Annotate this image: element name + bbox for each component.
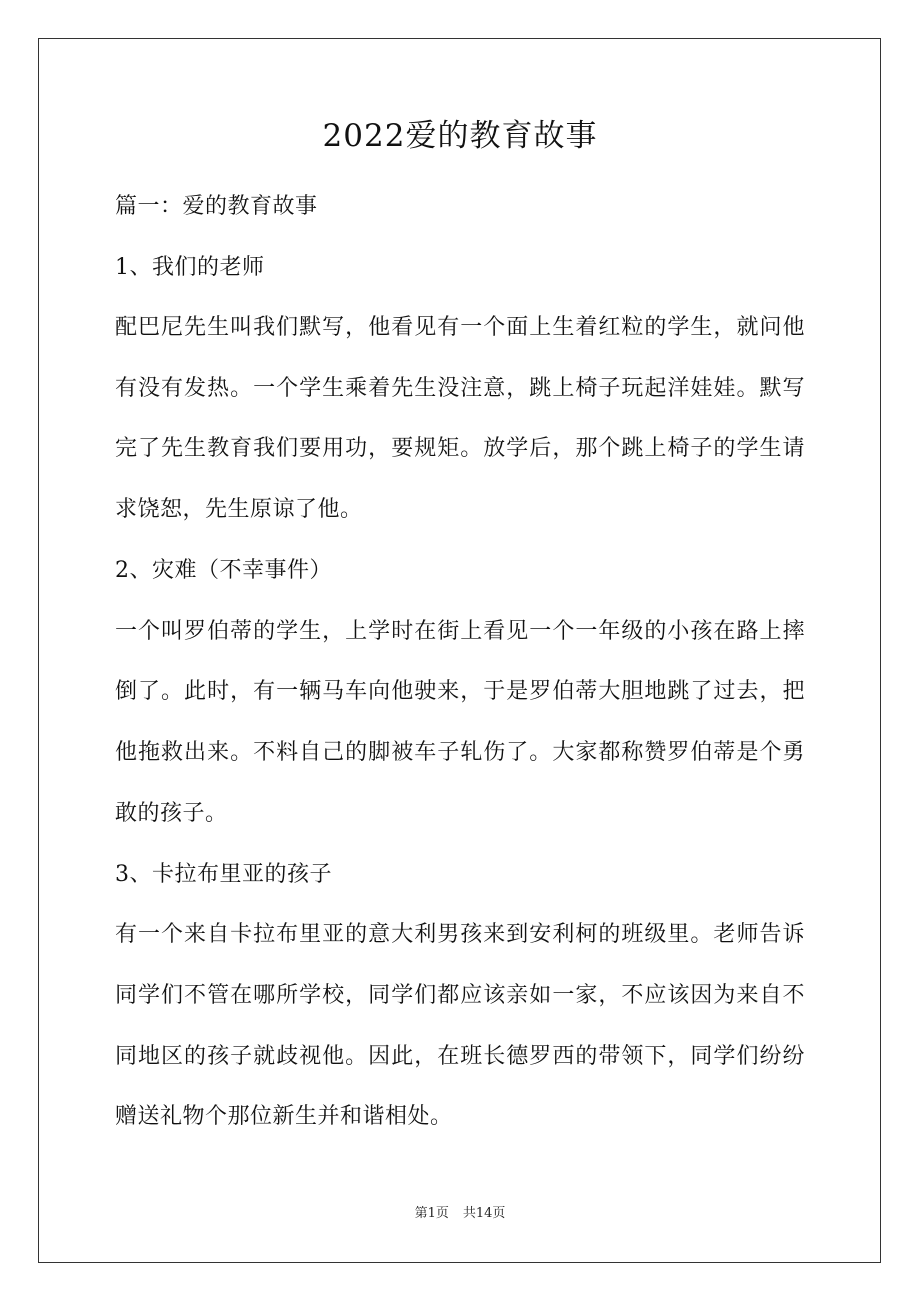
total-pages: 共14页 xyxy=(462,1206,506,1221)
document-body xyxy=(115,192,805,1163)
section-heading: 篇一：爱的教育故事 xyxy=(115,194,318,219)
story-heading-2: 2、灾难（不幸事件） xyxy=(115,558,332,584)
story-body-3: 有一个来自卡拉布里亚的意大利男孩来到安利柯的班级里。老师告诉同学们不管在哪所学校，同学们都应该亲如一家，不应该因为来自不同地区的孩子就歧视他。因此，在班长德罗西的带领下，同学们纷纷赠送礼物个那位新生并和谐相处。 xyxy=(115,922,805,1130)
story-body-1: 配巴尼先生叫我们默写，他看见有一个面上生着红粒的学生，就问他有没有发热。一个学生乘着先生没注意，跳上椅子玩起洋娃娃。默写完了先生教育我们要用功，要规矩。放学后，那个跳上椅子的学生请求饶恕，先生原谅了他。 xyxy=(115,315,805,522)
page-footer xyxy=(0,1204,920,1224)
story-heading-3: 3、卡拉布里亚的孩子 xyxy=(115,861,332,887)
document-title: 2022爱的教育故事 xyxy=(322,118,598,154)
story-heading-1: 1、我们的老师 xyxy=(115,254,265,280)
page-number: 第1页 xyxy=(414,1206,449,1221)
story-body-2: 一个叫罗伯蒂的学生，上学时在街上看见一个一年级的小孩在路上摔倒了。此时，有一辆马车向他驶来，于是罗伯蒂大胆地跳了过去，把他拖救出来。不料自己的脚被车子轧伤了。大家都称赞罗伯蒂是个勇敢的孩子。 xyxy=(115,618,805,826)
